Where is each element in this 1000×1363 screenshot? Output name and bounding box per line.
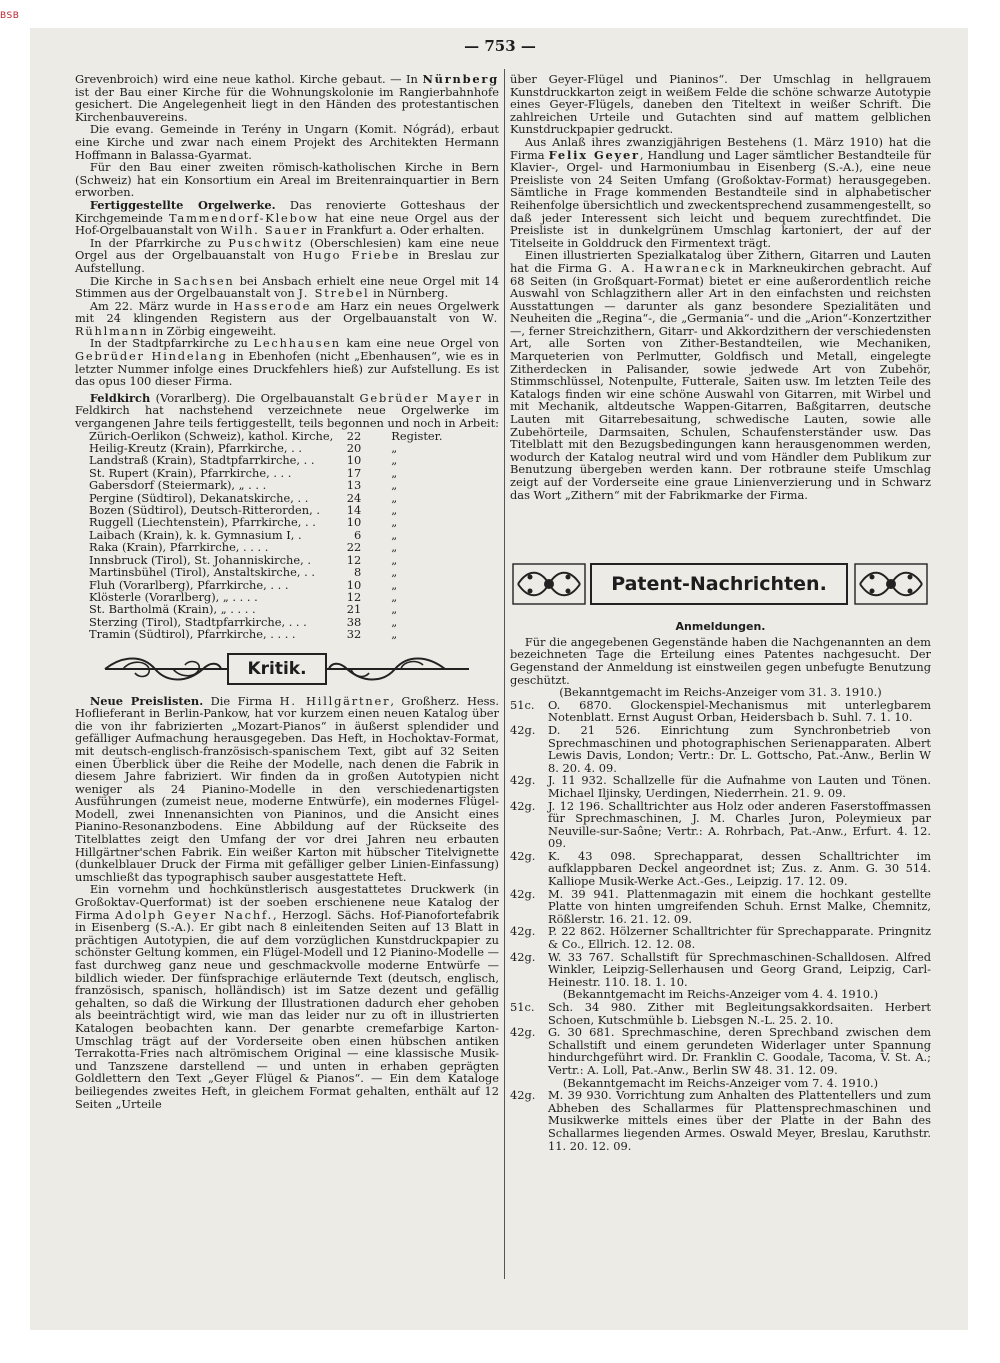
library-watermark: BSB	[0, 11, 20, 21]
organ-place: Fluh (Vorarlberg), Pfarrkirche, . . .	[89, 577, 289, 592]
organ-place: Klösterle (Vorarlberg), „ . . . .	[89, 589, 258, 604]
organ-unit: „	[391, 577, 398, 592]
paragraph: In der Stadtpfarrkirche zu Lechhausen kam eine neue Orgel von Gebrüder Hindelang in Ebenhofen (nicht „Ebenhausen“, wie es in letzter Nummer infolge eines Druckfehlers hieß) zur Aufstellung. Es ist das opus 100 dieser Firma.	[75, 336, 500, 389]
patent-class: 42g.	[510, 798, 536, 813]
organ-place: Innsbruck (Tirol), St. Johanniskirche, .	[89, 552, 311, 567]
patent-entry	[510, 1026, 931, 1076]
organ-registers: 10	[346, 515, 362, 530]
organ-registers: 21	[346, 602, 362, 617]
patent-text: M. 39 930. Vorrichtung zum Anhalten des Plattentellers und zum Abheben des Schallarmes für Plattensprechmaschinen und Musikwerke mittels eines über der Platte in der Bahn des Schallarmes liegenden Armes. Oswald Meyer, Breslau, Karuthstr. 11. 20. 12. 09.	[548, 1088, 931, 1153]
organ-unit: „	[391, 465, 398, 480]
organ-registers: 14	[346, 503, 362, 518]
organ-unit: „	[391, 527, 398, 542]
patent-list	[510, 1089, 931, 1152]
patent-entry	[510, 951, 931, 989]
organ-unit: Register.	[391, 428, 443, 443]
patent-class: 42g.	[510, 949, 536, 964]
organ-place: Sterzing (Tirol), Stadtpfarrkirche, . . .	[89, 614, 307, 629]
patent-heading: Patent-Nachrichten.	[590, 563, 848, 605]
organ-place: Tramin (Südtirol), Pfarrkirche, . . . .	[89, 627, 296, 642]
patent-class: 42g.	[510, 722, 536, 737]
patent-class: 51c.	[510, 1000, 535, 1014]
organ-row	[89, 541, 442, 553]
organ-unit: „	[391, 589, 398, 604]
organ-place: Zürich-Oerlikon (Schweiz), kathol. Kirche,	[89, 428, 334, 443]
organ-registers: 6	[354, 527, 362, 542]
paragraph: In der Pfarrkirche zu Puschwitz (Oberschlesien) kam eine neue Orgel aus der Orgelbauanstalt von Hugo Friebe in Breslau zur Aufstellung.	[75, 235, 499, 275]
organ-unit: „	[391, 453, 398, 468]
patent-text: G. 30 681. Sprechmaschine, deren Sprechband zwischen dem Schallstift und einem gerundeten Widerlager unter Spannung hindurchgeführt wird. Dr. Franklin C. Goodale, Tacoma, V. St. A.; Vertr.: A. Loll, Pat.-Anw., Berlin SW 48. 31. 12. 09.	[548, 1025, 931, 1077]
section-keyword: Feldkirch	[89, 390, 151, 405]
paragraph: Feldkirch (Vorarlberg). Die Orgelbauanstalt Gebrüder Mayer in Feldkirch hat nachstehend verzeichnete neue Orgelwerke im vergangenen Jahre teils fertiggestellt, teils begonnen und noch in Arbeit:	[75, 390, 499, 431]
paragraph: Die Kirche in Sachsen bei Ansbach erhielt eine neue Orgel mit 14 Stimmen aus der Orgelbauanstalt von J. Strebel in Nürnberg.	[75, 273, 499, 301]
organ-unit: „	[391, 627, 398, 642]
organ-unit: „	[391, 540, 398, 555]
patent-entry	[510, 699, 931, 724]
paragraph: Fertiggestellte Orgelwerke. Das renovierte Gotteshaus der Kirchgemeinde Tammendorf-Klebow hat eine neue Orgel aus der Hof-Orgelbauanstalt von Wilh. Sauer in Frankfurt a. Oder erhalten.	[75, 197, 500, 238]
patent-class: 42g.	[510, 1088, 536, 1103]
organ-unit: „	[391, 565, 398, 580]
organ-row	[89, 479, 442, 491]
organ-row	[89, 566, 442, 578]
organ-place: Bozen (Südtirol), Deutsch-Ritterorden, .	[89, 503, 320, 518]
patent-text: J. 12 196. Schalltrichter aus Holz oder anderen Faserstoffmassen für Sprechmaschinen, J. M. Charles Juron, Poleymieux par Neuville-sur-Saône; Vertr.: A. Rohrbach, Pat.-Anw., Erfurt. 4. 12. 09.	[548, 798, 931, 851]
paragraph: Einen illustrierten Spezialkatalog über Zithern, Gitarren und Lauten hat die Firma G. A. Hawraneck in Markneukirchen gebracht. Auf 68 Seiten (in Großquart-Format) bietet er eine außerordentlich reiche Auswahl von Schlagzithern aller Art in den einfachsten und reichsten Ausstattungen — darunter als ganz besondere Spezialitäten und Neuheiten die „Regina“-, die „Germania“- und die „Arion“-Konzertzither —, ferner Streichzithern, Gitarr- und Akkordzithern der verschiedensten Art, alle Sorten von Zither-Bestandteilen, wie Mechaniken, Marqueterien von Perlmutter, Goldfisch und Metall, eingelegte Zitherdecken in Palisander, sowie jedwede Art von Zubehör, Stimmschlüssel, Notenpulte, Futterale, Saiten usw. Im letzten Teile des Katalogs finden wir eine schöne Auswahl von Gitarren, mit Wirbel und mit Mechanik, altdeutsche Wappen-Gitarren, Baßgitarren, deutsche Lauten mit Gitarrebesaitung, schwedische Lauten, sowie alle Zubehörteile, Darmsaiten, Schulen, Schaufensterständer usw. Das Titelblatt mit den Bezugsbedingungen kann herausgenommen werden, wodurch der Katalog neutral wird und vom Händler dem Publikum zur Benutzung übergeben werden kann. Der rotbraune steife Umschlag zeigt auf der Vorderseite eine graue Linienverzierung und in Schwarz das Wort „Zithern“ mit der Fabrikmarke der Firma.	[510, 248, 931, 502]
organ-registers: 12	[346, 552, 362, 567]
organ-registers: 24	[346, 490, 362, 505]
patent-class: 42g.	[510, 1025, 536, 1040]
organ-place: St. Bartholmä (Krain), „ . . . .	[89, 602, 256, 617]
patent-class: 42g.	[510, 924, 536, 939]
patent-class: 51c.	[510, 697, 535, 712]
kritik-banner	[75, 649, 499, 689]
patent-list	[510, 699, 931, 989]
organ-registers: 22	[346, 540, 362, 555]
paragraph: Ein vornehm und hochkünstlerisch ausgestattetes Druckwerk (in Großoktav-Querformat) ist der soeben erschienene neue Katalog der Firma Adolph Geyer Nachf., Herzogl. Sächs. Hof-Pianofortefabrik in Eisenberg (S.-A.). Er gibt nach 8 einleitenden Seiten auf 13 Blatt in prächtigen Autotypien, die auf dem vorzüglichen Kunstdruckpapier zu schönster Geltung kommen, ein Flügel-Modell und 12 Pianino-Modelle — fast durchweg ganz neue und geschmackvolle moderne Entwürfe — bildlich wieder. Der fünfsprachige erläuternde Text (deutsch, englisch, französisch, spanisch, holländisch) ist im Satze dezent und gefällig gehalten, so daß die Wirkung der Illustrationen dadurch eher gehoben als beeinträchtigt wird, wie man das leider nur zu oft in illustrierten Katalogen beobachten kann. Der genarbte cremefarbige Karton-Umschlag trägt auf der Vorderseite oben einen hübschen antiken Terrakotta-Fries nach altrömischem Original — eine klassische Musik- und Tanzszene darstellend — und unten in erhaben geprägten Goldlettern den Text „Geyer Flügel & Pianos“. — Ein dem Kataloge beiliegendes zweites Heft, in gleichem Format gehalten, enthält auf 12 Seiten „Urteile	[75, 882, 499, 1111]
organ-unit: „	[391, 515, 398, 530]
organ-registers: 10	[346, 453, 362, 468]
patent-text: J. 11 932. Schallzelle für die Aufnahme von Lauten und Tönen. Michael Iljinsky, Uerdingen, Niederrhein. 21. 9. 09.	[548, 773, 931, 800]
right-column	[510, 73, 931, 1152]
organ-list	[89, 430, 442, 641]
organ-registers: 32	[346, 627, 362, 642]
organ-place: Heilig-Kreutz (Krain), Pfarrkirche, . .	[89, 441, 302, 456]
organ-registers: 8	[354, 565, 362, 580]
patent-text: M. 39 941. Plattenmagazin mit einem die hochkant gestellte Platte von hinten umgreifenden Schuh. Ernst Malke, Chemnitz, Rößlerstr. 16. 21. 12. 09.	[548, 886, 931, 926]
paragraph: über Geyer-Flügel und Pianinos“. Der Umschlag in hellgrauem Kunstdruckkarton zeigt in weißem Felde die schöne schwarze Autotypie eines Geyer-Flügels, daneben den Titeltext in weißer Schrift. Die zahlreichen Urteile und Gutachten sind auf mattem gelblichen Kunstdruckpapier gedruckt.	[510, 72, 931, 137]
paragraph: Aus Anlaß ihres zwanzigjährigen Bestehens (1. März 1910) hat die Firma Felix Geyer, Handlung und Lager sämtlicher Bestandteile für Klavier-, Orgel- und Harmoniumbau in Eisenberg (S.-A.), eine neue Preisliste von 24 Seiten Umfang (Großoktav-Format) herausgegeben. Sämtliche in Frage kommenden Bestandteile sind in alphabetischer Reihenfolge übersichtlich und zweckentsprechend zusammengestellt, so daß jeder Interessent sich leicht und bequem zurechtfindet. Die Preisliste ist in dunkelgrünem Umschlag kartoniert, der auf der Titelseite in Golddruck den Firmentext trägt.	[510, 134, 931, 250]
floral-ornament-icon	[854, 563, 928, 605]
organ-row	[89, 628, 442, 640]
organ-registers: 12	[346, 589, 362, 604]
organ-unit: „	[391, 552, 398, 567]
patent-entry	[510, 925, 931, 950]
organ-unit: „	[391, 490, 398, 505]
organ-registers: 13	[346, 478, 362, 493]
paragraph: Für den Bau einer zweiten römisch-katholischen Kirche in Bern (Schweiz) hat ein Konsortium ein Areal im Breitenrainquartier in Bern erworben.	[75, 160, 499, 200]
patent-banner	[510, 559, 931, 609]
patent-entry	[510, 724, 931, 774]
left-column	[75, 73, 499, 1110]
organ-registers: 22	[346, 428, 362, 443]
organ-place: St. Rupert (Krain), Pfarrkirche, . . .	[89, 465, 292, 480]
organ-place: Martinsbühel (Tirol), Anstaltskirche, . .	[89, 565, 315, 580]
paragraph: Neue Preislisten. Die Firma H. Hillgärtner, Großherz. Hess. Hoflieferant in Berlin-Pankow, hat vor kurzem einen neuen Katalog über die von ihr fabrizierten „Mozart-Pianos“ in äußerst splendider und gefälliger Aufmachung herausgegeben. Das Heft, in Hochoktav-Format, mit deutsch-englisch-französisch-spanischem Text, gibt auf 32 Seiten einen Überblick über die Reihe der Modelle, nach denen die Fabrik in diesem Jahre fabriziert. Wir finden da in großen Autotypien nicht weniger als 24 Pianino-Modelle in den verschiedenartigsten Ausführungen (zumeist neue, moderne Entwürfe), ein modernes Flügel-Modell, zwei Innenansichten von Pianinos, und die Ansicht eines Pianino-Resonanzbodens. Eine Abbildung auf der Rückseite des Titelblattes zeigt den Umfang der vor drei Jahren neu erbauten Hillgärtner'schen Fabrik. Ein weißer Karton mit hübscher Titelvignette (dunkelblauer Druck der Firma mit gefälliger gelber Linien-Einfassung) umschließt das typographisch sauber ausgestattete Heft.	[75, 693, 499, 884]
organ-unit: „	[391, 614, 398, 629]
patent-class: 42g.	[510, 773, 536, 788]
patent-entry	[510, 1089, 931, 1152]
scroll-ornament-icon	[103, 651, 223, 687]
column-rule	[504, 69, 505, 1279]
page-number: — 753 —	[464, 37, 536, 55]
organ-registers: 10	[346, 577, 362, 592]
section-keyword: Neue Preislisten.	[89, 693, 204, 708]
paragraph: Die evang. Gemeinde in Terény in Ungarn (Komit. Nógrád), erbaut eine Kirche und zwar nach einem Projekt des Architekten Hermann Hoffmann in Balassa-Gyarmat.	[75, 122, 499, 162]
organ-unit: „	[391, 503, 398, 518]
patent-entry	[510, 800, 931, 850]
organ-row	[89, 603, 442, 615]
floral-ornament-icon	[512, 563, 586, 605]
organ-registers: 17	[346, 465, 362, 480]
publication-note: (Bekanntgemacht im Reichs-Anzeiger vom 7. 4. 1910.)	[562, 1075, 879, 1090]
patent-text: Sch. 34 980. Zither mit Begleitungsakkordsaiten. Herbert Schoen, Kutschmühle b. Liebsgen N.-L. 25. 2. 10.	[548, 1000, 931, 1027]
patent-entry	[510, 850, 931, 888]
kritik-heading: Kritik.	[227, 653, 327, 685]
organ-registers: 38	[346, 614, 362, 629]
patent-text: P. 22 862. Hölzerner Schalltrichter für Sprechapparate. Pringnitz & Co., Ellrich. 12. 12. 08.	[548, 924, 931, 952]
paragraph: Grevenbroich) wird eine neue kathol. Kirche gebaut. — In Nürnberg ist der Bau einer Kirche für die Wohnungskolonie im Rangierbahnhofe gesichert. Die Angelegenheit liegt in den Händen des protestantischen Kirchenbauvereins.	[75, 72, 499, 124]
organ-unit: „	[391, 478, 398, 493]
patent-entry	[510, 774, 931, 799]
organ-place: Raka (Krain), Pfarrkirche, . . . .	[89, 540, 269, 555]
patent-entry	[510, 888, 931, 926]
organ-row	[89, 516, 442, 528]
patent-text: D. 21 526. Einrichtung zum Synchronbetrieb von Sprechmaschinen und photographischen Serienapparaten. Albert Lewis Davis, London; Vertr.: Dr. L. Gottscho, Pat.-Anw., Berlin W 8. 20. 4. 09.	[548, 722, 931, 775]
patent-entry	[510, 1001, 931, 1026]
organ-place: Gabersdorf (Steiermark), „ . . .	[89, 478, 267, 493]
organ-row	[89, 454, 442, 466]
patent-text: O. 6870. Glockenspiel-Mechanismus mit unterlegbarem Notenblatt. Ernst August Orban, Heidersbach b. Suhl. 7. 1. 10.	[548, 697, 931, 725]
paragraph: Für die angegebenen Gegenstände haben die Nachgenannten an dem bezeichneten Tage die Erteilung eines Patentes nachgesucht. Der Gegenstand der Anmeldung ist einstweilen gegen unbefugte Benutzung geschützt.	[510, 634, 931, 687]
organ-place: Laibach (Krain), k. k. Gymnasium I, .	[89, 527, 302, 542]
publication-note: (Bekanntgemacht im Reichs-Anzeiger vom 31. 3. 1910.)	[559, 685, 882, 700]
patent-list	[510, 1001, 931, 1077]
section-keyword: Fertiggestellte Orgelwerke.	[89, 197, 276, 212]
subheading: Anmeldungen.	[675, 620, 766, 634]
organ-unit: „	[391, 602, 398, 617]
scroll-ornament-icon	[327, 651, 447, 687]
patent-text: W. 33 767. Schallstift für Sprechmaschinen-Schalldosen. Alfred Winkler, Leipzig-Sellerhausen und Georg Grand, Leipzig, Carl-Heinestr. 110. 18. 1. 10.	[548, 949, 931, 989]
patent-class: 42g.	[510, 886, 536, 901]
organ-unit: „	[391, 441, 398, 456]
patent-class: 42g.	[510, 848, 536, 863]
organ-place: Landstraß (Krain), Stadtpfarrkirche, . .	[89, 453, 315, 468]
patent-text: K. 43 098. Sprechapparat, dessen Schalltrichter im aufklappbaren Deckel angeordnet ist; Zus. z. Anm. G. 30 514. Kalliope Musik-Werke Act.-Ges., Leipzig. 17. 12. 09.	[548, 848, 931, 889]
organ-place: Ruggell (Liechtenstein), Pfarrkirche, . .	[89, 515, 316, 530]
organ-place: Pergine (Südtirol), Dekanatskirche, . .	[89, 490, 309, 505]
publication-note: (Bekanntgemacht im Reichs-Anzeiger vom 4. 4. 1910.)	[562, 987, 879, 1002]
paragraph: Am 22. März wurde in Hasserode am Harz ein neues Orgelwerk mit 24 klingenden Registern aus der Orgelbauanstalt von W. Rühlmann in Zörbig eingeweiht.	[75, 298, 499, 338]
organ-registers: 20	[346, 441, 362, 456]
